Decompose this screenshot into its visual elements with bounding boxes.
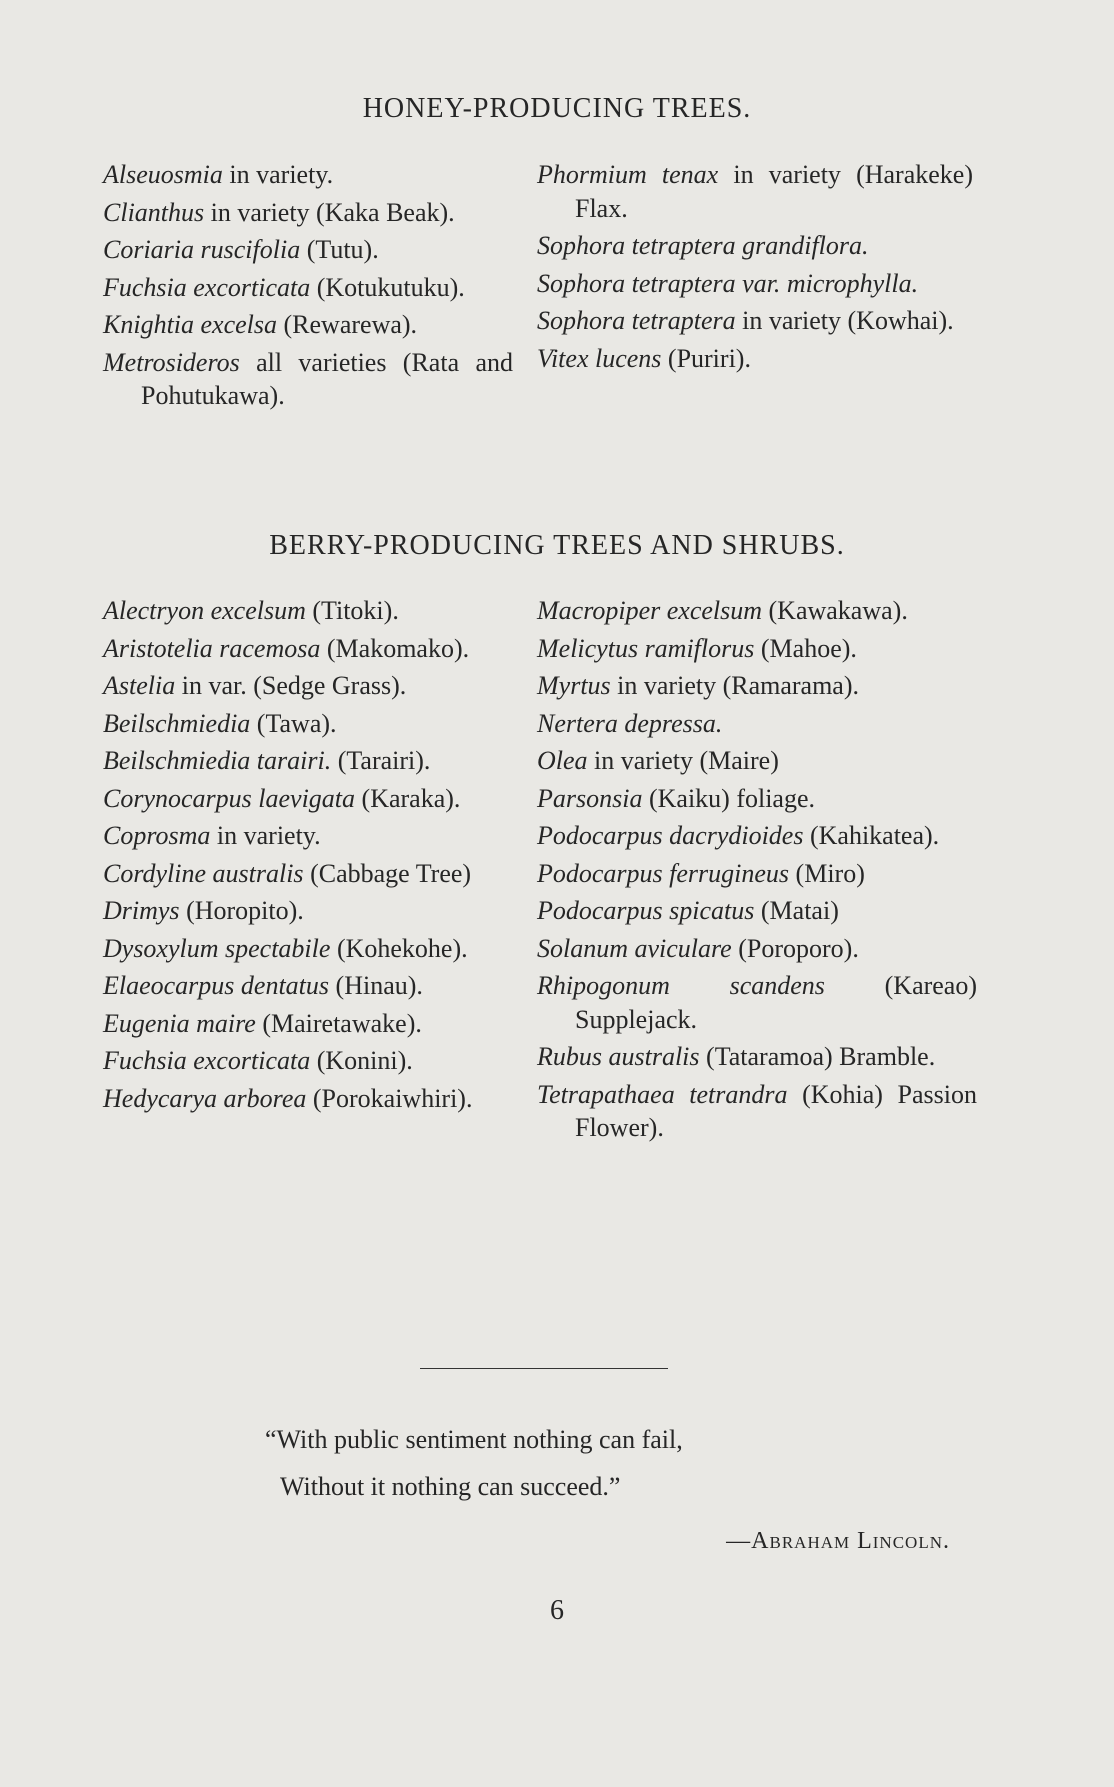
section-divider (420, 1368, 668, 1369)
plant-entry: Alectryon excelsum (Titoki). (103, 596, 399, 625)
plant-entry: Parsonsia (Kaiku) foliage. (537, 783, 816, 813)
plant-entry: Rubus australis (Tataramoa) Bramble. (537, 1042, 936, 1071)
honey-heading: HONEY-PRODUCING TREES. (362, 93, 752, 124)
plant-entry: Coprosma in variety. (103, 821, 321, 850)
plant-entry: Fuchsia excorticata (Konini). (103, 1046, 413, 1075)
plant-entry: Corynocarpus laevigata (Karaka). (103, 783, 461, 813)
page-number: 6 (550, 1595, 564, 1626)
plant-entry: Podocarpus dacrydioides (Kahikatea). (537, 821, 940, 850)
plant-entry: Clianthus in variety (Kaka Beak). (103, 197, 455, 227)
plant-entry: Podocarpus ferrugineus (Miro) (537, 858, 865, 888)
plant-entry: Myrtus in variety (Ramarama). (537, 671, 860, 700)
berry-right-column (537, 594, 977, 1149)
plant-entry: Cordyline australis (Cabbage Tree) (103, 858, 472, 888)
plant-entry: Melicytus ramiflorus (Mahoe). (537, 633, 857, 663)
plant-entry: Metrosideros all varieties (Rata and Pohutukawa). (103, 347, 513, 410)
plant-entry: Olea in variety (Maire) (537, 746, 779, 775)
plant-entry: Dysoxylum spectabile (Kohekohe). (103, 933, 468, 963)
quote-line-2: Without it nothing can succeed.” (280, 1472, 621, 1501)
honey-left-column (103, 158, 513, 417)
plant-entry: Alseuosmia in variety. (103, 160, 334, 189)
plant-entry: Sophora tetraptera var. microphylla. (537, 268, 919, 298)
plant-entry: Coriaria ruscifolia (Tutu). (103, 235, 379, 264)
berry-heading: BERRY-PRODUCING TREES AND SHRUBS. (269, 530, 845, 561)
plant-entry: Nertera depressa. (537, 708, 723, 738)
plant-entry: Solanum aviculare (Poroporo). (537, 933, 859, 963)
plant-entry: Tetrapathaea tetrandra (Kohia) Passion Flower). (537, 1079, 977, 1142)
plant-entry: Hedycarya arborea (Porokaiwhiri). (103, 1083, 473, 1113)
plant-entry: Aristotelia racemosa (Makomako). (103, 633, 470, 663)
plant-entry: Beilschmiedia tarairi. (Tarairi). (103, 746, 431, 775)
quote-attribution: —Abraham Lincoln. (726, 1528, 950, 1554)
plant-entry: Astelia in var. (Sedge Grass). (103, 671, 407, 700)
plant-entry: Macropiper excelsum (Kawakawa). (537, 596, 908, 625)
plant-entry: Rhipogonum scandens (Kareao) Supplejack. (537, 971, 978, 1034)
plant-entry: Beilschmiedia (Tawa). (103, 708, 337, 738)
plant-entry: Sophora tetraptera grandiflora. (537, 231, 869, 260)
plant-entry: Phormium tenax in variety (Harakeke) Flax. (537, 160, 973, 223)
plant-entry: Vitex lucens (Puriri). (537, 343, 751, 373)
plant-entry: Elaeocarpus dentatus (Hinau). (103, 971, 423, 1000)
plant-entry: Sophora tetraptera in variety (Kowhai). (537, 306, 954, 335)
plant-entry: Drimys (Horopito). (103, 896, 304, 925)
plant-entry: Knightia excelsa (Rewarewa). (103, 310, 418, 339)
quote-line-1: “With public sentiment nothing can fail, (265, 1425, 683, 1454)
berry-left-column (103, 594, 528, 1119)
plant-entry: Fuchsia excorticata (Kotukutuku). (103, 272, 465, 302)
plant-entry: Podocarpus spicatus (Matai) (537, 896, 839, 925)
honey-right-column (537, 158, 973, 379)
plant-entry: Eugenia maire (Mairetawake). (103, 1008, 422, 1038)
